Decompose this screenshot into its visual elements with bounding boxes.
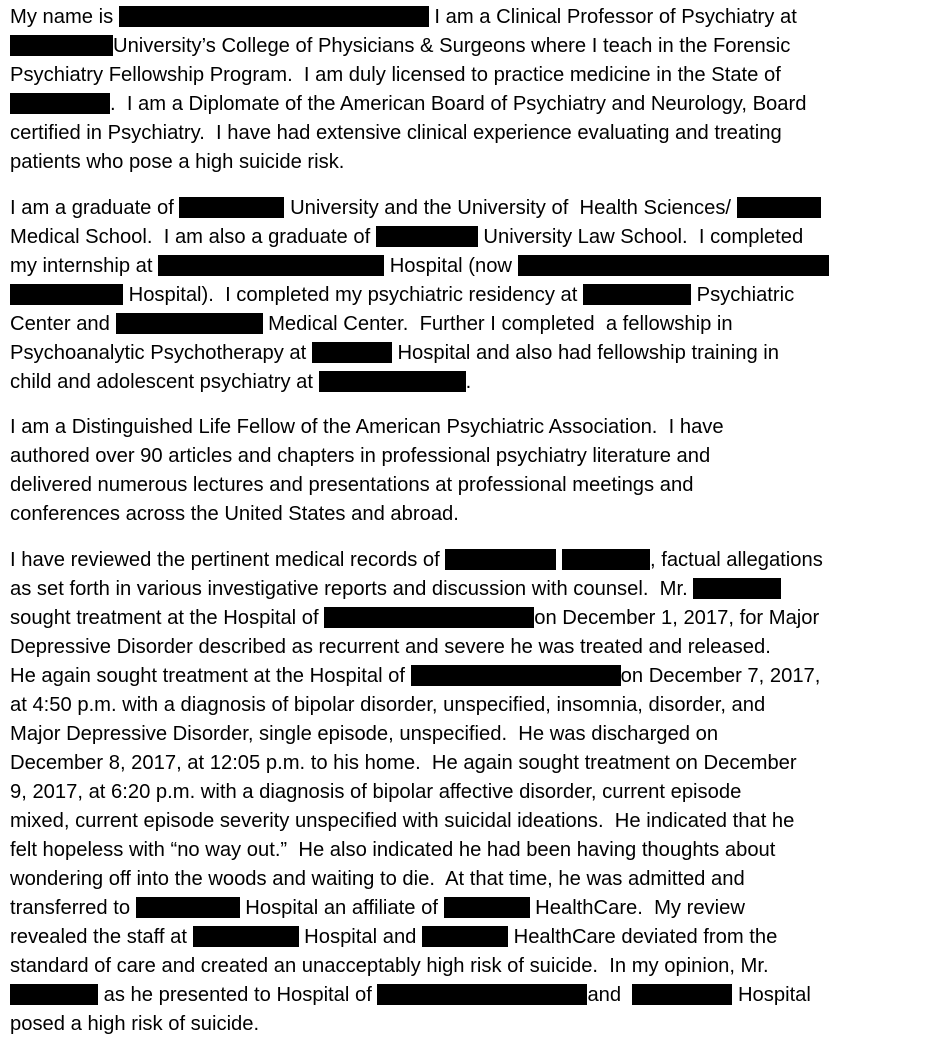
text-segment: HealthCare. My review [529, 896, 745, 919]
text-line [10, 633, 925, 662]
text-segment: Hospital). I completed my psychiatric residency at [123, 283, 583, 306]
text-line [10, 471, 925, 500]
redaction-bar [377, 984, 587, 1005]
text-line [10, 604, 925, 633]
text-line [10, 720, 925, 749]
text-segment: , factual allegations [650, 548, 823, 571]
text-segment: standard of care and created an unacceptably high risk of suicide. In my opinion, Mr. [10, 954, 769, 977]
text-segment: authored over 90 articles and chapters in professional psychiatry literature and [10, 445, 711, 467]
text-segment: I am a Distinguished Life Fellow of the American Psychiatric Association. I have [10, 416, 724, 438]
text-line [10, 981, 925, 1010]
text-segment: University and the University of Health Sciences/ [284, 196, 737, 219]
text-line [10, 546, 925, 575]
redaction-bar [562, 549, 650, 570]
text-segment: HealthCare deviated from the [508, 925, 778, 948]
text-segment: I have reviewed the pertinent medical records of [10, 548, 446, 571]
text-segment: Medical School. I am also a graduate of [10, 225, 376, 248]
text-line [10, 368, 925, 397]
text-segment: Medical Center. Further I completed a fellowship in [262, 312, 733, 335]
text-segment: Depressive Disorder described as recurrent and severe he was treated and released. [10, 635, 771, 658]
text-segment: . [465, 370, 472, 393]
redaction-bar [632, 984, 732, 1005]
text-line [10, 32, 925, 61]
text-segment: Psychiatry Fellowship Program. I am duly licensed to practice medicine in the State of [10, 64, 781, 86]
redaction-bar [10, 93, 110, 114]
text-line [10, 442, 925, 471]
redaction-bar [193, 926, 299, 947]
text-segment: December 8, 2017, at 12:05 p.m. to his home. He again sought treatment on December [10, 751, 797, 774]
redaction-bar [324, 607, 534, 628]
redaction-bar [319, 371, 466, 392]
text-line [10, 3, 925, 32]
text-segment: sought treatment at the Hospital of [10, 606, 325, 629]
paragraph [10, 3, 925, 177]
redaction-bar [158, 255, 384, 276]
text-line [10, 148, 925, 177]
text-line [10, 836, 925, 865]
paragraph [10, 546, 925, 1039]
text-line [10, 413, 925, 442]
text-segment: at 4:50 p.m. with a diagnosis of bipolar disorder, unspecified, insomnia, disorder, and [10, 693, 766, 716]
text-line [10, 894, 925, 923]
text-segment: He again sought treatment at the Hospital of [10, 664, 411, 687]
text-segment: child and adolescent psychiatry at [10, 370, 319, 393]
redaction-bar [10, 284, 123, 305]
text-line [10, 691, 925, 720]
text-segment: Major Depressive Disorder, single episode, unspecified. He was discharged on [10, 722, 719, 745]
text-segment: certified in Psychiatry. I have had extensive clinical experience evaluating and treating [10, 122, 782, 144]
text-line [10, 61, 925, 90]
redaction-bar [116, 313, 263, 334]
text-segment: Hospital and also had fellowship training in [391, 341, 780, 364]
text-segment: as he presented to Hospital of [98, 983, 378, 1006]
text-segment: transferred to [10, 896, 136, 919]
redaction-bar [10, 35, 113, 56]
redaction-bar [422, 926, 508, 947]
redaction-bar [10, 984, 98, 1005]
text-segment: Hospital [732, 983, 811, 1006]
text-line [10, 749, 925, 778]
text-segment: wondering off into the woods and waiting to die. At that time, he was admitted and [10, 867, 745, 890]
text-segment: Hospital an affiliate of [239, 896, 444, 919]
text-line [10, 575, 925, 604]
text-segment: University’s College of Physicians & Surgeons where I teach in the Forensic [113, 35, 791, 57]
redaction-bar [136, 897, 240, 918]
text-segment: University Law School. I completed [477, 225, 804, 248]
redaction-bar [518, 255, 829, 276]
text-segment: conferences across the United States and abroad. [10, 503, 459, 525]
text-segment: My name is [10, 6, 119, 28]
text-segment: revealed the staff at [10, 925, 193, 948]
text-line [10, 281, 925, 310]
redaction-bar [445, 549, 556, 570]
text-line [10, 339, 925, 368]
text-segment: delivered numerous lectures and presentations at professional meetings and [10, 474, 694, 496]
text-line [10, 807, 925, 836]
redaction-bar [312, 342, 392, 363]
text-line [10, 778, 925, 807]
redaction-bar [411, 665, 621, 686]
text-line [10, 252, 925, 281]
text-segment: I am a Clinical Professor of Psychiatry at [428, 6, 797, 28]
text-segment: patients who pose a high suicide risk. [10, 151, 345, 173]
text-segment: I am a graduate of [10, 196, 180, 219]
text-line [10, 500, 925, 529]
redaction-bar [693, 578, 781, 599]
text-segment: and [587, 983, 633, 1006]
text-line [10, 923, 925, 952]
text-segment: mixed, current episode severity unspecified with suicidal ideations. He indicated that he [10, 809, 795, 832]
redaction-bar [179, 197, 284, 218]
text-segment: posed a high risk of suicide. [10, 1012, 260, 1035]
text-line [10, 310, 925, 339]
paragraph [10, 194, 925, 397]
redaction-bar [376, 226, 478, 247]
text-line [10, 119, 925, 148]
redaction-bar [737, 197, 821, 218]
text-line [10, 1010, 925, 1039]
text-segment: . I am a Diplomate of the American Board of Psychiatry and Neurology, Board [110, 93, 807, 115]
text-segment: 9, 2017, at 6:20 p.m. with a diagnosis of bipolar affective disorder, current episode [10, 780, 742, 803]
text-segment: on December 1, 2017, for Major [534, 606, 820, 629]
text-line [10, 90, 925, 119]
text-segment: Psychoanalytic Psychotherapy at [10, 341, 312, 364]
text-line [10, 662, 925, 691]
text-line [10, 194, 925, 223]
redaction-bar [119, 6, 429, 27]
redaction-bar [444, 897, 530, 918]
text-segment: Psychiatric [691, 283, 795, 306]
text-segment: Hospital (now [384, 254, 518, 277]
text-line [10, 223, 925, 252]
text-segment: felt hopeless with “no way out.” He also indicated he had been having thoughts about [10, 838, 776, 861]
text-segment: Hospital and [298, 925, 423, 948]
paragraph [10, 413, 925, 529]
document-body [10, 3, 925, 1055]
text-segment: my internship at [10, 254, 159, 277]
text-segment: on December 7, 2017, [620, 664, 821, 687]
text-line [10, 865, 925, 894]
text-line [10, 952, 925, 981]
text-segment: as set forth in various investigative reports and discussion with counsel. Mr. [10, 577, 694, 600]
text-segment: Center and [10, 312, 116, 335]
redaction-bar [583, 284, 691, 305]
